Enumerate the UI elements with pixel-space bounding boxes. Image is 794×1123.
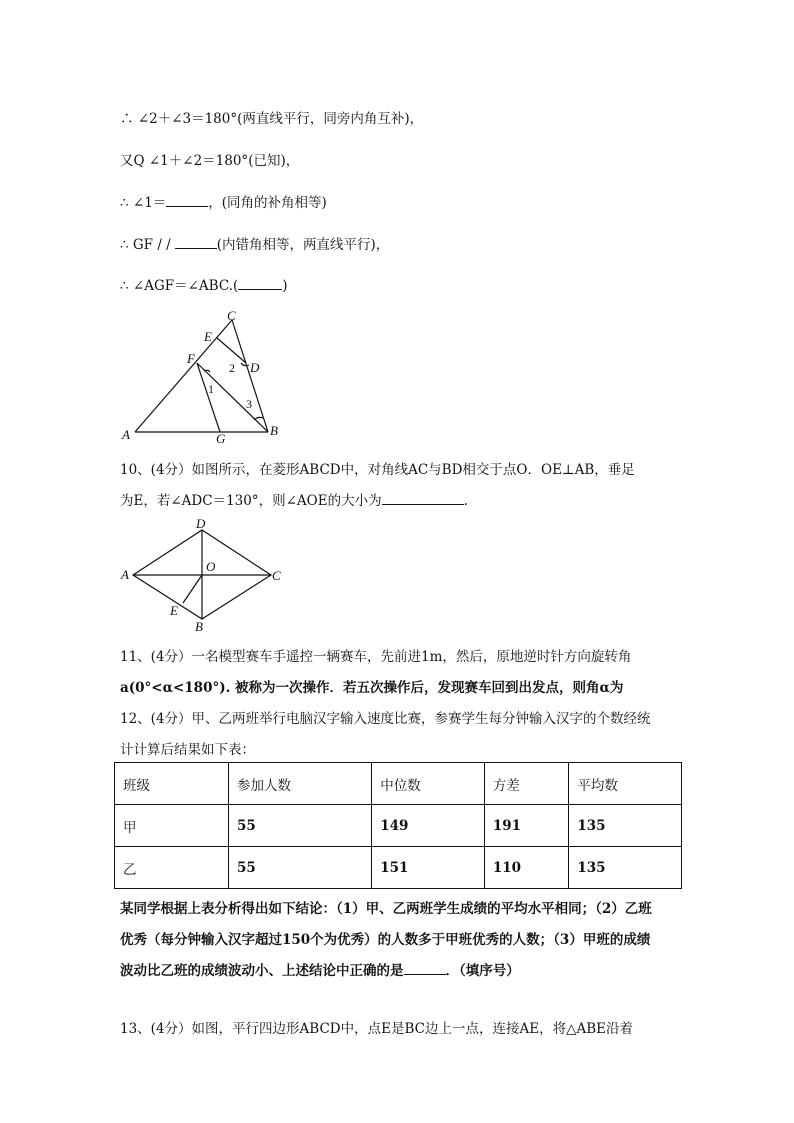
q9-line-2-math: 又Q ∠1＋∠2＝180° [120,153,249,169]
table-row [115,805,682,847]
q9-triangle-figure [115,305,295,450]
q9-line-5-close: ) [282,278,288,294]
label-b: B [195,619,203,634]
table-row [115,847,682,889]
table-cell: 135 [569,847,682,889]
label-o: O [206,559,216,574]
table-cell: 110 [484,847,569,889]
stats-table [114,762,682,889]
table-header-cell: 参加人数 [229,763,372,805]
segment-ac [135,320,232,432]
q9-line-5 [120,274,288,294]
label-a: A [121,567,129,582]
label-g: G [216,431,226,446]
label-e: E [204,329,212,344]
q9-line-1-math: ∴ ∠2＋∠3＝180° [120,111,238,127]
q12-after-2: 优秀（每分钟输入汉字超过150个为优秀）的人数多于甲班优秀的人数；（3）甲班的成绩 [120,932,651,948]
table-cell: 甲 [115,805,229,847]
table-cell: 55 [229,805,372,847]
table-cell: 149 [372,805,485,847]
table-cell: 乙 [115,847,229,889]
label-b: B [270,423,278,438]
q10-line-1: 10、(4分）如图所示，在菱形ABCD中，对角线AC与BD相交于点O．OE⊥AB，垂足 [120,462,635,478]
label-d: D [196,516,206,531]
q10-line-2-end: . [463,493,468,509]
label-e: E [170,603,178,618]
table-cell: 191 [484,805,569,847]
answer-blank[interactable] [404,962,446,975]
label-f: F [187,351,195,366]
table-header-cell: 平均数 [569,763,682,805]
q9-line-4 [120,233,389,253]
q10-line-2-text: 为E，若∠ADC＝130°，则∠AOE的大小为 [120,493,382,509]
answer-blank[interactable] [238,277,282,290]
table-cell: 151 [372,847,485,889]
q9-line-2 [120,149,299,169]
q12-line-2: 计计算后结果如下表： [120,742,255,758]
q10-line-2 [120,489,468,509]
q9-line-5-math: ∴ ∠AGF＝∠ABC.( [120,278,239,294]
table-cell: 55 [229,847,372,889]
q12-line-1: 12、(4分）甲、乙两班举行电脑汉字输入速度比赛，参赛学生每分钟输入汉字的个数经统 [120,711,651,727]
q11-line-1: 11、(4分）一名模型赛车手遥控一辆赛车，先前进1m，然后，原地逆时针方向旋转角 [120,649,632,665]
q9-line-1-reason: (两直线平行，同旁内角互补)， [237,111,424,127]
table-header-cell: 方差 [484,763,569,805]
q10-rhombus-figure [115,515,290,635]
table-cell: 135 [569,805,682,847]
answer-blank[interactable] [382,492,464,505]
q12-after-3-text: 波动比乙班的成绩波动小、上述结论中正确的是 [120,963,404,979]
answer-blank[interactable] [175,236,217,249]
table-header-cell: 中位数 [372,763,485,805]
q13-line-1: 13、(4分）如图，平行四边形ABCD中，点E是BC边上一点，连接AE，将△ABE沿着 [120,1021,633,1037]
label-angle-2: 2 [229,361,235,375]
q9-line-2-reason: (已知)， [248,153,300,169]
label-angle-1: 1 [208,382,214,396]
q11-line-2: a(0°<α<180°). 被称为一次操作．若五次操作后，发现赛车回到出发点，则角α为 [120,680,624,696]
angle-1-arc [204,370,210,372]
q9-line-3 [120,191,327,211]
label-c: C [272,568,281,583]
q12-after-3-end: ．（填序号） [445,963,520,979]
segment-oe [183,575,202,603]
q9-line-1 [120,107,423,127]
q9-line-3-reason: ，(同角的补角相等) [208,195,327,211]
q12-after-3 [120,959,520,979]
table-header-cell: 班级 [115,763,229,805]
answer-blank[interactable] [166,194,208,207]
label-a: A [122,427,130,442]
q9-line-4-reason: (内错角相等，两直线平行)， [216,237,390,253]
label-d: D [250,360,260,375]
angle-2-arc [241,363,249,366]
q9-line-3-math: ∴ ∠1＝ [120,195,167,211]
table-header-row [115,763,682,805]
label-c: C [227,308,236,323]
q12-after-1: 某同学根据上表分析得出如下结论：（1）甲、乙两班学生成绩的平均水平相同；（2）乙班 [120,901,652,917]
label-angle-3: 3 [246,397,252,411]
q9-line-4-math: ∴ GF / / [120,237,171,253]
